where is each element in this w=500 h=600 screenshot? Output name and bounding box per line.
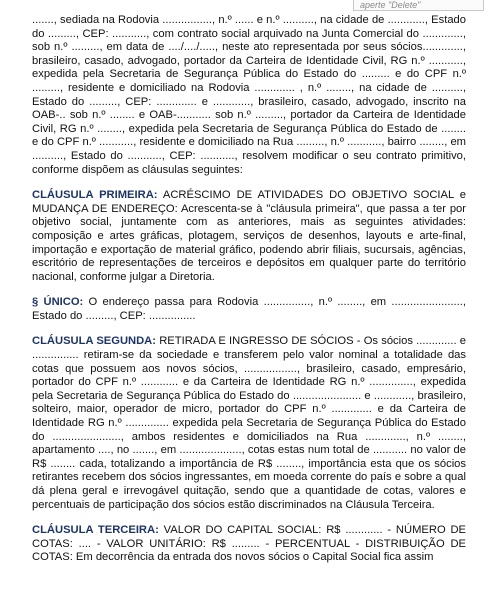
clausula-segunda-heading: CLÁUSULA SEGUNDA: — [32, 335, 156, 348]
paragrafo-unico-heading: § ÚNICO: — [32, 296, 84, 309]
clausula-terceira-body: VALOR DO CAPITAL SOCIAL: R$ ............ - NÚMERO DE COTAS: .... - VALOR UNITÁRIO: R$ ......... - PERCENTUAL - DISTRIBUIÇÃO DE COTAS: Em decorrência da entrada dos novos sócios o Capital Social fica assim — [32, 524, 466, 564]
paragrafo-unico-body: O endereço passa para Rodovia ..............., n.º ........, em ......................., Estado do ........., CEP: ............... — [32, 296, 466, 322]
paragrafo-unico-paragraph — [32, 296, 466, 323]
delete-hint-text: aperte "Delete" — [360, 0, 421, 10]
contract-document — [32, 14, 466, 577]
clausula-primeira-body: ACRÉSCIMO DE ATIVIDADES DO OBJETIVO SOCIAL e MUDANÇA DE ENDEREÇO: Acrescenta-se à "cláusula primeira", que passa a ter por objetivo social, juntamente com as anteriores, mais as seguintes atividades: composição e artes gráficas, plotagem, serviços de desenhos, layouts e arte-final, importação e exportação de material gráfico, podendo abrir filiais, sucursais, agências, escritório de representações de terceiros e depósitos em qualquer parte do território nacional, conforme julgar a Diretoria. — [32, 189, 466, 283]
clausula-segunda-body: RETIRADA E INGRESSO DE SÓCIOS - Os sócios ............. e ............... retiram-se da sociedade e transferem pelo valor nominal a totalidade das cotas que possuem aos novos sócios, ................., brasileiro, casado, empresário, portador do CPF n.º ............ e da Carteira de Identidade RG n.º .............., expedida pela Secretaria de Segurança Pública do Estado do ...................... e ............, brasileiro, solteiro, maior, operador de micro, portador do CPF n.º ............. e da Carteira de Identidade RG n.º .............. expedida pela Secretaria de Segurança Pública do Estado do ......................, ambos residentes e domiciliados na Rua ............., n.º ........, apartamento ...., no ......., em ...................., cotas estas num total de ........... no valor de R$ ........ cada, totalizando a importância de R$ ........, importância esta que os sócios retirantes recebem dos sócios ingressantes, em moeda corrente do país e sobre a qual dá plena geral e irrevogável quitação, sendo que a quantidade de cotas, valores e percentuais de participação dos sócios estão discriminados na Cláusula Terceira. — [32, 335, 467, 511]
clausula-primeira-paragraph — [32, 189, 466, 284]
intro-paragraph: ......., sediada na Rodovia ................, n.º ...... e n.º .........., na cidade de ............, Estado do ........., CEP: ..........., com contrato social arquivado na Junta Comercial do ............., sob n.º ........., em data de ..../..../....., neste ato representada por seus sócios............., brasileiro, casado, advogado, portador da Carteira de Identidade Civil, RG n.º ..........., expedida pela Secretaria de Segurança Pública do Estado do ......... e do CPF n.º ........., residente e domiciliado na Rodovia ............. , n.º ........, na cidade de .........., Estado do ........., CEP: ............. e ............, brasileiro, casado, advogado, inscrito na OAB-.. sob n.º ........ e OAB-........... sob n.º ........., portador da Carteira de Identidade Civil, RG n.º ........, expedida pela Secretaria de Segurança Pública do Estado de ........ e do CPF n.º ..........., residente e domiciliado na Rua ........., n.º ..........., bairro ........, em .........., Estado do ..........., CEP: ..........., resolvem modificar o seu contrato primitivo, conforme dispõem as cláusulas seguintes: — [32, 14, 466, 176]
delete-hint — [353, 0, 484, 11]
clausula-terceira-heading: CLÁUSULA TERCEIRA: — [32, 524, 159, 537]
clausula-primeira-heading: CLÁUSULA PRIMEIRA: — [32, 189, 158, 202]
clausula-segunda-paragraph — [32, 335, 466, 512]
clausula-terceira-paragraph — [32, 524, 466, 565]
